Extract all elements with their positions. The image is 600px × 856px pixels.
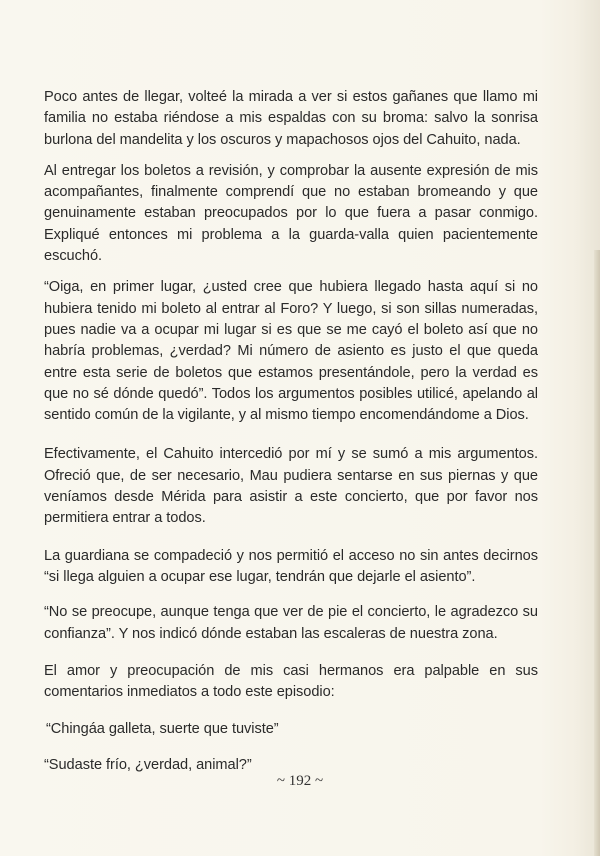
paragraph: La guardiana se compadeció y nos permitió el acceso no sin antes decirnos “si llega alguien a ocupar ese lugar, tendrán que dejarle el asiento”. — [44, 547, 538, 585]
paragraph: “Oiga, en primer lugar, ¿usted cree que hubiera llegado hasta aquí si no hubiera tenido mi boleto al entrar al Foro? Y luego, si son sillas numeradas, pues nadie va a ocupar mi lugar si es que se me cayó el boleto así que no habría problemas, ¿verdad? Mi número de asiento es justo el que queda entre esta serie de boletos que estamos presentándole, pero la verdad es que no sé dónde quedó”. Todos los argumentos posibles utilicé, apelando al sentido común de la vigilante, y al mismo tiempo encomendándome a Dios. — [44, 279, 538, 424]
dialogue-line: “Chingáa galleta, suerte que tuviste” — [46, 721, 279, 738]
paragraph: Al entregar los boletos a revisión, y comprobar la ausente expresión de mis acompañantes, finalmente comprendí que no estaban bromeando y que genuinamente estaban preocupados por lo que fuera a pasar conmigo. Expliqué entonces mi problema a la guarda-valla quien pacientemente escuchó. — [44, 162, 538, 265]
dialogue-line: “Sudaste frío, ¿verdad, animal?” — [44, 756, 252, 773]
paragraph: El amor y preocupación de mis casi hermanos era palpable en sus comentarios inmediatos a todo este episodio: — [44, 662, 538, 701]
paragraph: “No se preocupe, aunque tenga que ver de pie el concierto, le agradezco su confianza”. Y nos indicó dónde estaban las escaleras de nuestra zona. — [44, 604, 538, 642]
body-text — [44, 87, 538, 776]
paragraph: Efectivamente, el Cahuito intercedió por mí y se sumó a mis argumentos. Ofreció que, de ser necesario, Mau pudiera sentarse en sus piernas y que veníamos desde Mérida para asistir a este concierto, que por favor nos permitiera entrar a todos. — [44, 446, 538, 527]
page-edge-shadow — [594, 250, 600, 856]
page-number: ~ 192 ~ — [276, 773, 324, 789]
paragraph: Poco antes de llegar, volteé la mirada a ver si estos gañanes que llamo mi familia no estaba riéndose a mis espaldas con su broma: salvo la sonrisa burlona del mandelita y los oscuros y mapachosos ojos del Cahuito, nada. — [44, 89, 538, 148]
